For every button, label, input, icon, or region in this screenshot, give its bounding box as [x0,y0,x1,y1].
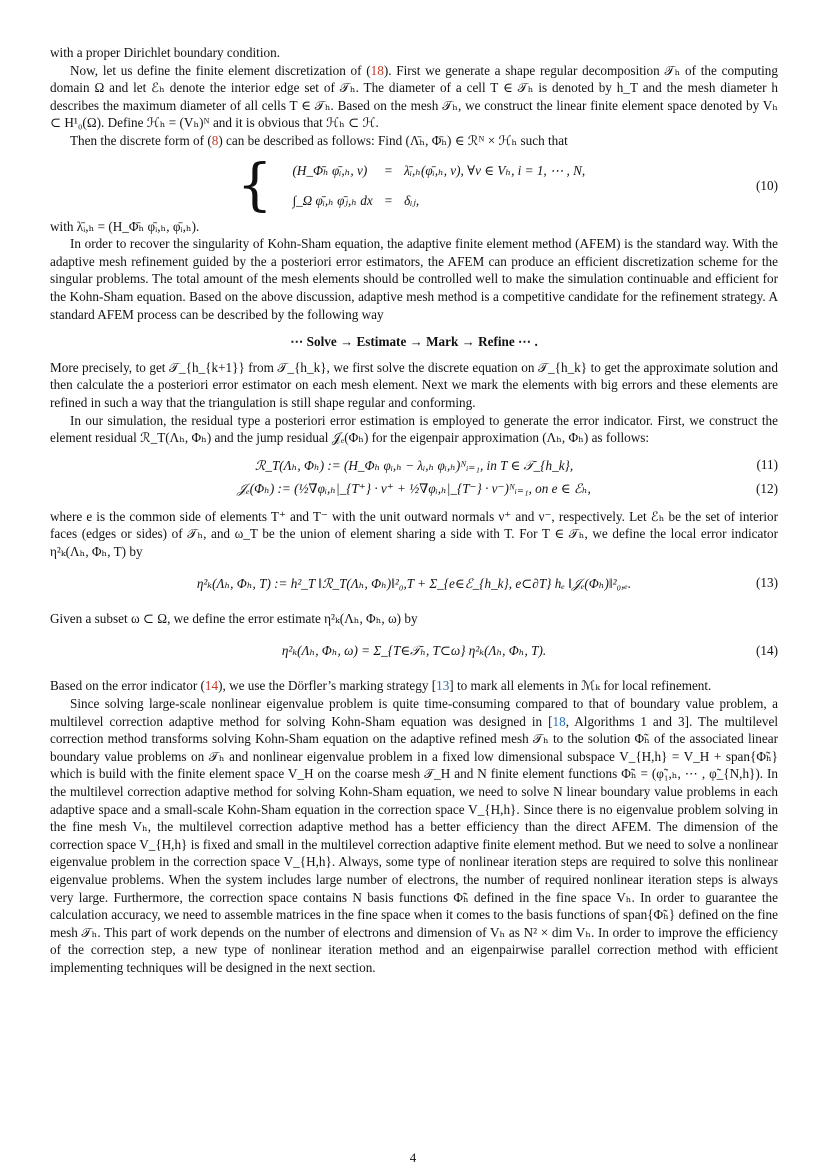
cite-18-link[interactable]: 18 [552,713,566,729]
equation-13 [50,575,778,593]
afem-process: ⋯ Solve → Estimate → Mark → Refine ⋯ . [290,334,538,350]
equation-number-13: (13) [756,575,778,591]
eq10-eq-1: = [384,162,393,178]
paragraph-4: In order to recover the singularity of Kohn-Sham equation, the adaptive finite element method (AFEM) is the standard way. With the adaptive mesh refinement guided by the a posteriori error estimators, the AFEM can produce an efficient discretization scheme for the singular problems. The total amount of the mesh elements should be controlled well to make the simulation continuable and efficient for the Kohn-Sham equation. Based on the above discussion, adaptive mesh method is a competitive candidate for the refinement strategy. A standard AFEM process can be described by the following way [50,236,778,322]
equation-13-body: η²ₖ(Λₕ, Φₕ, T) := h²_T ‖ℛ_T(Λₕ, Φₕ)‖²₀,T + Σ_{e∈ℰ_{h_k}, e⊂∂T} hₑ ‖𝒥ₑ(Φₕ)‖²₀,ₑ. [196,575,632,591]
paragraph-8: Given a subset ω ⊂ Ω, we define the error estimate η²ₖ(Λₕ, Φₕ, ω) by [50,611,418,627]
equation-14-body: η²ₖ(Λₕ, Φₕ, ω) = Σ_{T∈𝒯ₕ, T⊂ω} η²ₖ(Λₕ, Φₕ, T). [281,642,547,658]
p1-rest: ). First we generate a shape regular decomposition 𝒯ₕ of the computing domain Ω and let ℰₕ denote the interior edge set of 𝒯ₕ. The diameter of a cell T ∈ 𝒯ₕ is denoted by h_T and the mesh diameter h describes the maximum diameter of all cells T ∈ 𝒯ₕ. Based on the mesh 𝒯ₕ, we construct the linear finite element space denoted by Vₕ ⊂ H¹₀(Ω). Define ℋₕ = (Vₕ)ᴺ and it is obvious that ℋₕ ⊂ ℋ. [50,62,778,131]
paragraph-9 [50,677,778,695]
paragraph-1 [50,62,778,132]
equation-number-14: (14) [756,642,778,658]
equation-number-12: (12) [756,481,778,497]
equation-number-10: (10) [756,177,778,193]
paper-page [50,44,778,977]
ref-18-link[interactable]: 18 [370,62,384,78]
p9-middle: ), we use the Dörfler’s marking strategy [ [218,678,437,694]
paragraph-3: with λ̄ᵢ,ₕ = (H_Φ̄ₕ φ̄ᵢ,ₕ, φ̄ᵢ,ₕ). [50,218,200,234]
equation-14 [50,642,778,660]
p2-rest: ) can be described as follows: Find (Λ̄ₕ, Φ̄ₕ) ∈ ℛᴺ × ℋₕ such that [218,132,568,148]
paragraph-2 [50,132,778,150]
eq10-rhs-2: δᵢⱼ, [404,192,420,208]
p1-start: Now, let us define the finite element discretization of ( [70,62,371,78]
p9-end: ] to mark all elements in ℳₖ for local refinement. [449,678,712,694]
equation-11 [50,457,778,475]
ref-14-link[interactable]: 14 [204,678,219,694]
ref-8-link[interactable]: 8 [211,132,219,148]
paragraph-10 [50,695,778,977]
p10-start: Since solving large-scale nonlinear eigenvalue problem is quite time-consuming compared to that of boundary value problem, a multilevel correction adaptive method for solving Kohn-Sham equation was designed in [ [50,696,778,729]
p9-start: Based on the error indicator ( [50,678,205,694]
equation-number-11: (11) [756,457,778,473]
eq10-lhs-2: ∫_Ω φ̄ᵢ,ₕ φ̄ⱼ,ₕ dx [292,192,373,208]
eq10-lhs-1: (H_Φ̄ₕ φ̄ᵢ,ₕ, v) [292,162,368,178]
eq10-eq-2: = [384,192,393,208]
left-brace: { [236,152,273,218]
equation-12-body: 𝒥ₑ(Φₕ) := (½∇φᵢ,ₕ|_{T⁺} · ν⁺ + ½∇φᵢ,ₕ|_{T⁻} · ν⁻)ᴺᵢ₌₁, on e ∈ ℰₕ, [237,481,591,497]
equation-10-system [286,160,591,211]
p10-rest: , Algorithms 1 and 3]. The multilevel correction method transforms solving Kohn-Sham equation on the adaptive refined mesh 𝒯ₕ to the solution Φ̃ₕ of the associated linear boundary value problems on 𝒯ₕ and nonlinear eigenvalue problem in a fixed low dimensional subspace V_{H,h} = V_H + span{Φ̃ₕ} which is build with the finite element space V_H on the coarse mesh 𝒯_H and N finite element functions Φ̃ₕ = (φ̃₁,ₕ, ⋯ , φ̃_{N,h}). In the multilevel correction adaptive method for solving Kohn-Sham equation, we need to solve N linear boundary value problems in each adaptive space and a small-scale Kohn-Sham equation in the correction space V_{H,h}. Since there is no eigenvalue problem solving in the fine mesh Vₕ, the multilevel correction adaptive method has a better efficiency than the direct AFEM. The dimension of the correction space V_{H,h} is fixed and small in the multilevel correction adaptive finite element method. But we need to solve a nonlinear eigenvalue problem in the correction space V_{H,h}. Always, some type of nonlinear iteration steps are required to solve this nonlinear eigenvalue problems. When the system includes large number of electrons, the number of required nonlinear iteration steps is always very large. Furthermore, the correction space contains N basis functions Φ̃ₕ defined in the fine space Vₕ. In order to guarantee the calculation accuracy, we need to assemble matrices in the fine space when it comes to the basis functions of span{Φ̃ₕ} defined on the fine mesh 𝒯ₕ. This part of work depends on the number of electrons and dimension of Vₕ as N² × dim Vₕ. In order to improve the efficiency of the correction step, a new type of nonlinear iteration method and an eigenpairwise parallel correction method with efficient implementing techniques will be designed in the next section. [50,713,778,975]
equation-11-body: ℛ_T(Λₕ, Φₕ) := (H_Φₕ φᵢ,ₕ − λᵢ,ₕ φᵢ,ₕ)ᴺᵢ₌₁, in T ∈ 𝒯_{h_k}, [254,457,574,473]
equation-12 [50,480,778,498]
paragraph-7: where e is the common side of elements T⁺ and T⁻ with the unit outward normals ν⁺ and ν⁻, respectively. Let ℰₕ be the set of interior faces (edges or sides) of 𝒯ₕ, and ω_T be the union of element sharing a side with T. For T ∈ 𝒯ₕ, we define the local error indicator η²ₖ(Λₕ, Φₕ, T) by [50,508,778,560]
page-number: 4 [409,1150,417,1165]
paragraph-0: with a proper Dirichlet boundary condition. [50,45,280,60]
p2-start: Then the discrete form of ( [70,132,212,148]
paragraph-5: More precisely, to get 𝒯_{h_{k+1}} from 𝒯_{h_k}, we first solve the discrete equation on 𝒯_{h_k} to get the approximate solution and then calculate the a posteriori error estimator on each mesh element. Next we mark the elements with big errors and these elements are refined in such a way that the triangulation is still shape regular and conforming. [50,359,778,410]
paragraph-6: In our simulation, the residual type a posteriori error estimation is employed to generate the error indicator. First, we construct the element residual ℛ_T(Λₕ, Φₕ) and the jump residual 𝒥ₑ(Φₕ) for the eigenpair approximation (Λₕ, Φₕ) as follows: [50,412,778,446]
cite-13-link[interactable]: 13 [436,678,450,694]
equation-10 [50,152,778,218]
eq10-rhs-1: λ̄ᵢ,ₕ(φ̄ᵢ,ₕ, v), ∀v ∈ Vₕ, i = 1, ⋯ , N, [404,162,586,178]
